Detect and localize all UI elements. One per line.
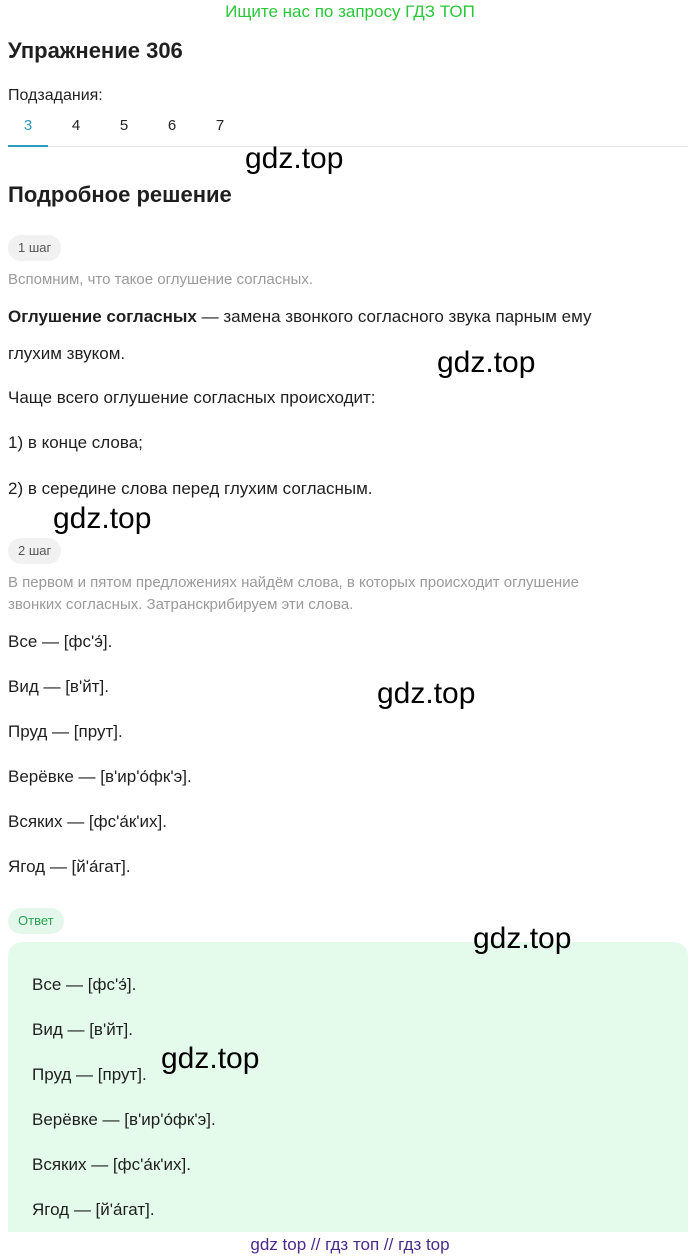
transcription-line: Ягод — [й'а́гат]. [8,857,131,876]
watermark: gdz.top [437,346,536,379]
answer-line: Всяких — [фс'а́к'их]. [32,1155,191,1174]
watermark: gdz.top [377,677,476,710]
subtasks-label: Подзадания: [8,87,103,104]
step-2-note-line-1: В первом и пятом предложениях найдём слова, в которых происходит оглушение [8,574,579,591]
tab-7[interactable]: 7 [215,117,225,134]
step-2-note-line-2: звонких согласных. Затранскрибируем эти слова. [8,596,354,613]
tab-5[interactable]: 5 [119,117,129,134]
subtasks-tabs [8,112,688,147]
answer-line: Пруд — [прут]. [32,1065,147,1084]
step-1-note: Вспомним, что такое оглушение согласных. [8,271,314,288]
answer-line: Верёвке — [в'ир'о́фк'э]. [32,1110,216,1129]
list-item: 1) в конце слова; [8,433,143,452]
tab-3[interactable]: 3 [8,112,48,147]
watermark: gdz.top [245,142,344,175]
tab-4[interactable]: 4 [71,117,81,134]
footer-links[interactable]: gdz top // гдз топ // гдз top [250,1235,450,1254]
solution-title: Подробное решение [8,182,232,207]
transcription-line: Верёвке — [в'ир'о́фк'э]. [8,767,192,786]
definition-line-2: глухим звуком. [8,344,126,363]
tab-6[interactable]: 6 [167,117,177,134]
watermark: gdz.top [473,922,572,955]
definition-text: — замена звонкого согласного звука парным ему [196,307,592,326]
definition-line-1 [8,306,688,328]
step-1-badge: 1 шаг [8,235,61,261]
page-title: Упражнение 306 [8,38,183,63]
transcription-line: Вид — [в'йт]. [8,677,109,696]
answer-line: Вид — [в'йт]. [32,1020,133,1039]
step-1-paragraph: Чаще всего оглушение согласных происходит: [8,388,376,407]
term: Оглушение согласных [8,307,197,326]
transcription-line: Всяких — [фс'а́к'их]. [8,812,167,831]
answer-line: Ягод — [й'а́гат]. [32,1200,155,1219]
step-2-badge: 2 шаг [8,538,61,564]
answer-line: Все — [фс'э́]. [32,975,137,994]
transcription-line: Все — [фс'э́]. [8,632,113,651]
promo-banner[interactable]: Ищите нас по запросу ГДЗ ТОП [225,2,475,21]
watermark: gdz.top [53,502,152,535]
answer-box [8,942,688,1232]
answer-badge: Ответ [8,908,64,934]
list-item: 2) в середине слова перед глухим согласным. [8,479,373,498]
transcription-line: Пруд — [прут]. [8,722,123,741]
watermark: gdz.top [161,1042,260,1075]
